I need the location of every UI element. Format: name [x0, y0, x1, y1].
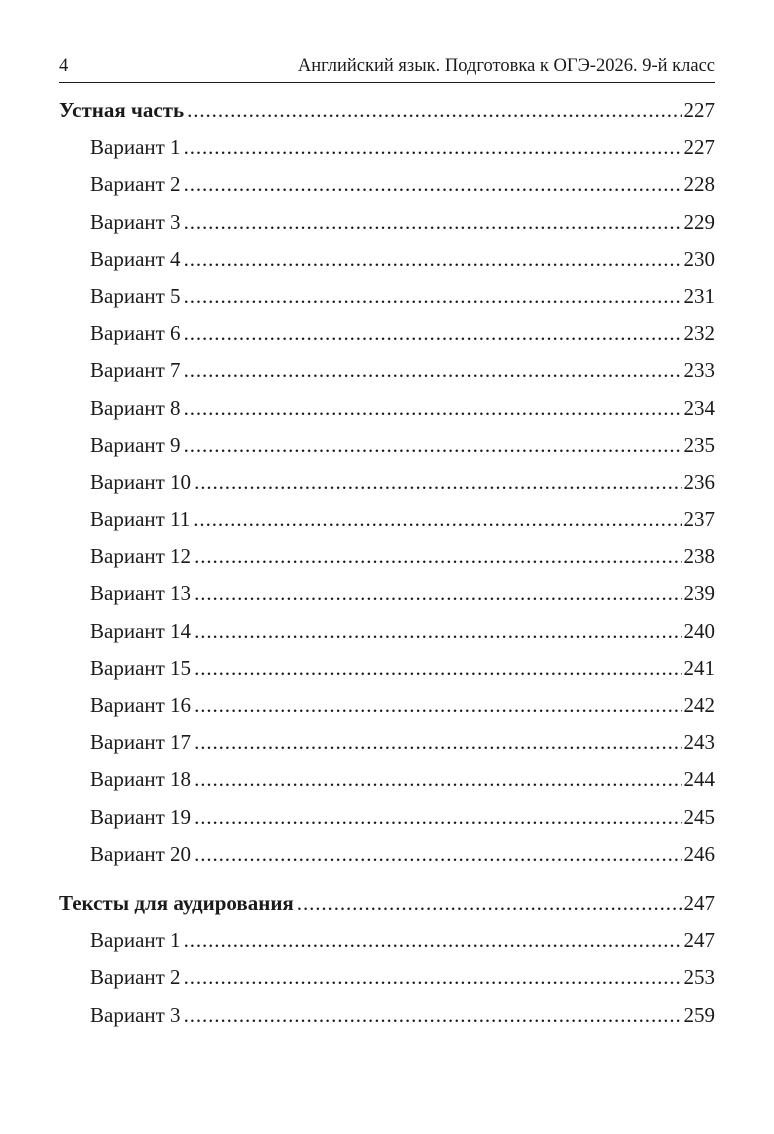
toc-entry[interactable] [59, 278, 715, 315]
toc-page-number: 236 [683, 469, 715, 494]
toc-entry-title: Вариант 8 [90, 395, 181, 420]
dot-leader [184, 129, 682, 166]
toc-entry-title: Вариант 3 [90, 209, 181, 234]
toc-section-heading[interactable] [59, 885, 715, 922]
toc-entry-title: Вариант 18 [90, 767, 192, 792]
toc-entry-title: Вариант 10 [90, 469, 192, 494]
toc-page-number: 247 [683, 890, 715, 915]
dot-leader [184, 922, 682, 959]
toc-entry-title: Вариант 19 [90, 804, 192, 829]
header-rule [59, 82, 715, 83]
toc-entry[interactable] [59, 501, 715, 538]
dot-leader [194, 464, 681, 501]
dot-leader [194, 761, 681, 798]
toc-entry-title: Вариант 7 [90, 358, 181, 383]
toc-page-number: 246 [683, 841, 715, 866]
dot-leader [194, 799, 681, 836]
page-number: 4 [59, 56, 69, 76]
toc-page-number: 234 [683, 395, 715, 420]
toc-entry-title: Вариант 15 [90, 655, 192, 680]
running-title: Английский язык. Подготовка к ОГЭ-2026. 9-й класс [297, 56, 715, 76]
dot-leader [297, 885, 682, 922]
toc-entry-title: Вариант 6 [90, 321, 181, 346]
dot-leader [194, 650, 681, 687]
toc-section-heading[interactable] [59, 92, 715, 129]
toc-page-number: 230 [683, 246, 715, 271]
dot-leader [184, 390, 682, 427]
toc-entry-title: Вариант 5 [90, 283, 181, 308]
toc-entry-title: Вариант 4 [90, 246, 181, 271]
dot-leader [194, 687, 681, 724]
toc-entry[interactable] [59, 166, 715, 203]
dot-leader [184, 997, 682, 1034]
dot-leader [184, 427, 682, 464]
toc-page-number: 238 [683, 544, 715, 569]
toc-entry[interactable] [59, 687, 715, 724]
toc-entry[interactable] [59, 613, 715, 650]
toc-entry-title: Устная часть [59, 98, 185, 122]
dot-leader [194, 836, 681, 873]
toc-entry-title: Вариант 11 [90, 507, 191, 532]
dot-leader [193, 501, 681, 538]
toc-entry-title: Вариант 17 [90, 730, 192, 755]
toc-entry-title: Вариант 12 [90, 544, 192, 569]
toc-entry[interactable] [59, 464, 715, 501]
toc-entry-title: Вариант 16 [90, 693, 192, 717]
toc-page-number: 237 [683, 507, 715, 532]
toc-page-number: 231 [683, 283, 715, 308]
toc-page-number: 244 [683, 767, 715, 792]
toc-page-number: 229 [683, 209, 715, 234]
toc-entry[interactable] [59, 997, 715, 1034]
dot-leader [187, 92, 681, 129]
toc-page-number: 245 [683, 804, 715, 829]
toc-entry-title: Вариант 3 [90, 1002, 181, 1027]
toc-entry[interactable] [59, 352, 715, 389]
toc-page-number: 233 [683, 358, 715, 383]
toc-entry[interactable] [59, 799, 715, 836]
toc-entry-title: Вариант 1 [90, 135, 181, 160]
toc-entry-title: Тексты для аудирования [59, 890, 294, 915]
dot-leader [184, 352, 682, 389]
toc-entry-title: Вариант 20 [90, 841, 192, 866]
toc-page-number: 227 [683, 98, 715, 122]
toc-entry[interactable] [59, 836, 715, 873]
toc-page-number: 253 [683, 965, 715, 990]
dot-leader [184, 278, 682, 315]
dot-leader [194, 538, 681, 575]
toc-entry-title: Вариант 2 [90, 172, 181, 197]
toc-entry[interactable] [59, 241, 715, 278]
toc-entry-title: Вариант 2 [90, 965, 181, 990]
toc-entry-title: Вариант 13 [90, 581, 192, 606]
toc-page-number: 227 [683, 135, 715, 160]
toc-entry[interactable] [59, 575, 715, 612]
dot-leader [184, 959, 682, 996]
running-header [59, 56, 715, 82]
toc-page-number: 242 [683, 693, 715, 717]
toc-page-number: 228 [683, 172, 715, 197]
toc-entry[interactable] [59, 427, 715, 464]
toc-entry[interactable] [59, 650, 715, 687]
toc-page-number: 243 [683, 730, 715, 755]
toc-page-number: 247 [683, 928, 715, 953]
dot-leader [184, 204, 682, 241]
toc-page-number: 240 [683, 618, 715, 643]
toc-entry[interactable] [59, 761, 715, 798]
toc-entry-title: Вариант 14 [90, 618, 192, 643]
toc-entry[interactable] [59, 959, 715, 996]
toc-entry[interactable] [59, 129, 715, 166]
dot-leader [194, 575, 681, 612]
toc-page-number: 235 [683, 432, 715, 457]
dot-leader [194, 724, 681, 761]
toc-page-number: 259 [683, 1002, 715, 1027]
toc-entry[interactable] [59, 724, 715, 761]
toc-entry[interactable] [59, 390, 715, 427]
toc-entry[interactable] [59, 315, 715, 352]
dot-leader [184, 315, 682, 352]
toc-entry-title: Вариант 1 [90, 928, 181, 953]
toc-entry[interactable] [59, 922, 715, 959]
toc-page-number: 239 [683, 581, 715, 606]
toc-page-number: 241 [683, 655, 715, 680]
toc-entry-title: Вариант 9 [90, 432, 181, 457]
dot-leader [184, 241, 682, 278]
table-of-contents [59, 92, 715, 1034]
toc-entry[interactable] [59, 204, 715, 241]
dot-leader [184, 166, 682, 203]
dot-leader [194, 613, 681, 650]
toc-page-number: 232 [683, 321, 715, 346]
toc-entry[interactable] [59, 538, 715, 575]
